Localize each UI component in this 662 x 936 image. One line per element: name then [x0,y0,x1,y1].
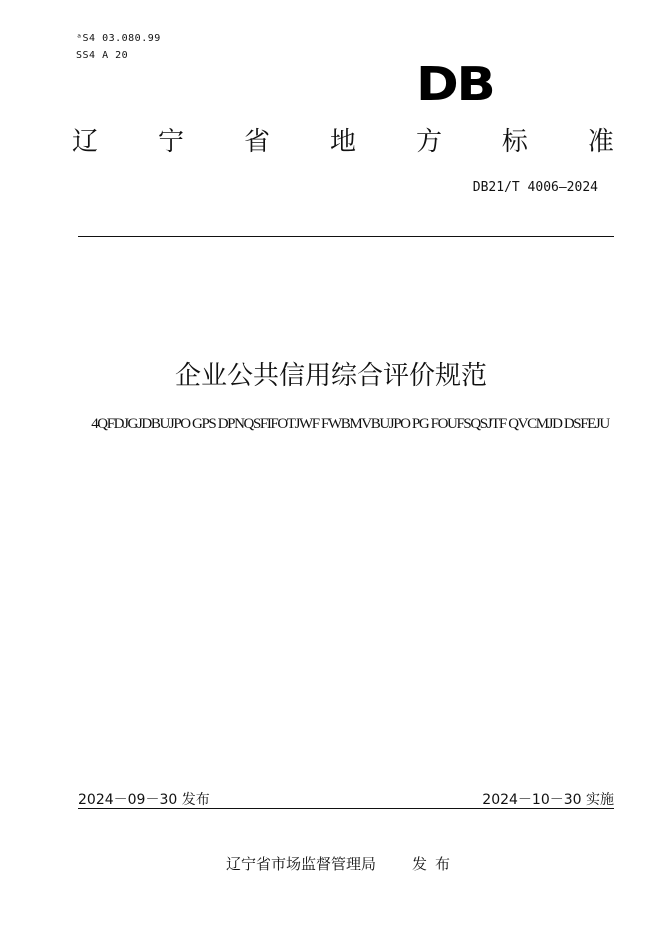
standard-type-char: 方 [415,127,442,157]
document-title-chinese: 企业公共信用综合评价规范 [174,361,487,391]
publish-label: 发布 [412,855,459,873]
document-title-english: 4QFDJGJDBUJPO GPS DPNQSFIFOTJWF FWBMVBUJPO PG FOUFSQSJTF QVCMJD DSFEJU [91,416,609,432]
standard-number: DB21/T 4006—2024 [472,180,598,195]
standard-type-heading [72,126,614,158]
db-logo: DB [416,57,494,111]
standard-type-char: 宁 [157,127,184,157]
top-divider [78,236,614,237]
standard-type-char: 准 [587,127,614,157]
ccs-code: SS4 A 20 [76,50,129,61]
standard-type-char: 省 [243,127,270,157]
publisher: 辽宁省市场监督管理局 [226,855,377,873]
issue-date: 2024－09－30 发布 [78,792,210,808]
bottom-divider [78,808,614,809]
standard-type-char: 辽 [72,127,99,157]
standard-type-char: 地 [329,127,356,157]
implementation-date: 2024－10－30 实施 [482,792,614,808]
ics-code: ᵃS4 03.080.99 [76,33,161,44]
standard-type-char: 标 [501,127,528,157]
